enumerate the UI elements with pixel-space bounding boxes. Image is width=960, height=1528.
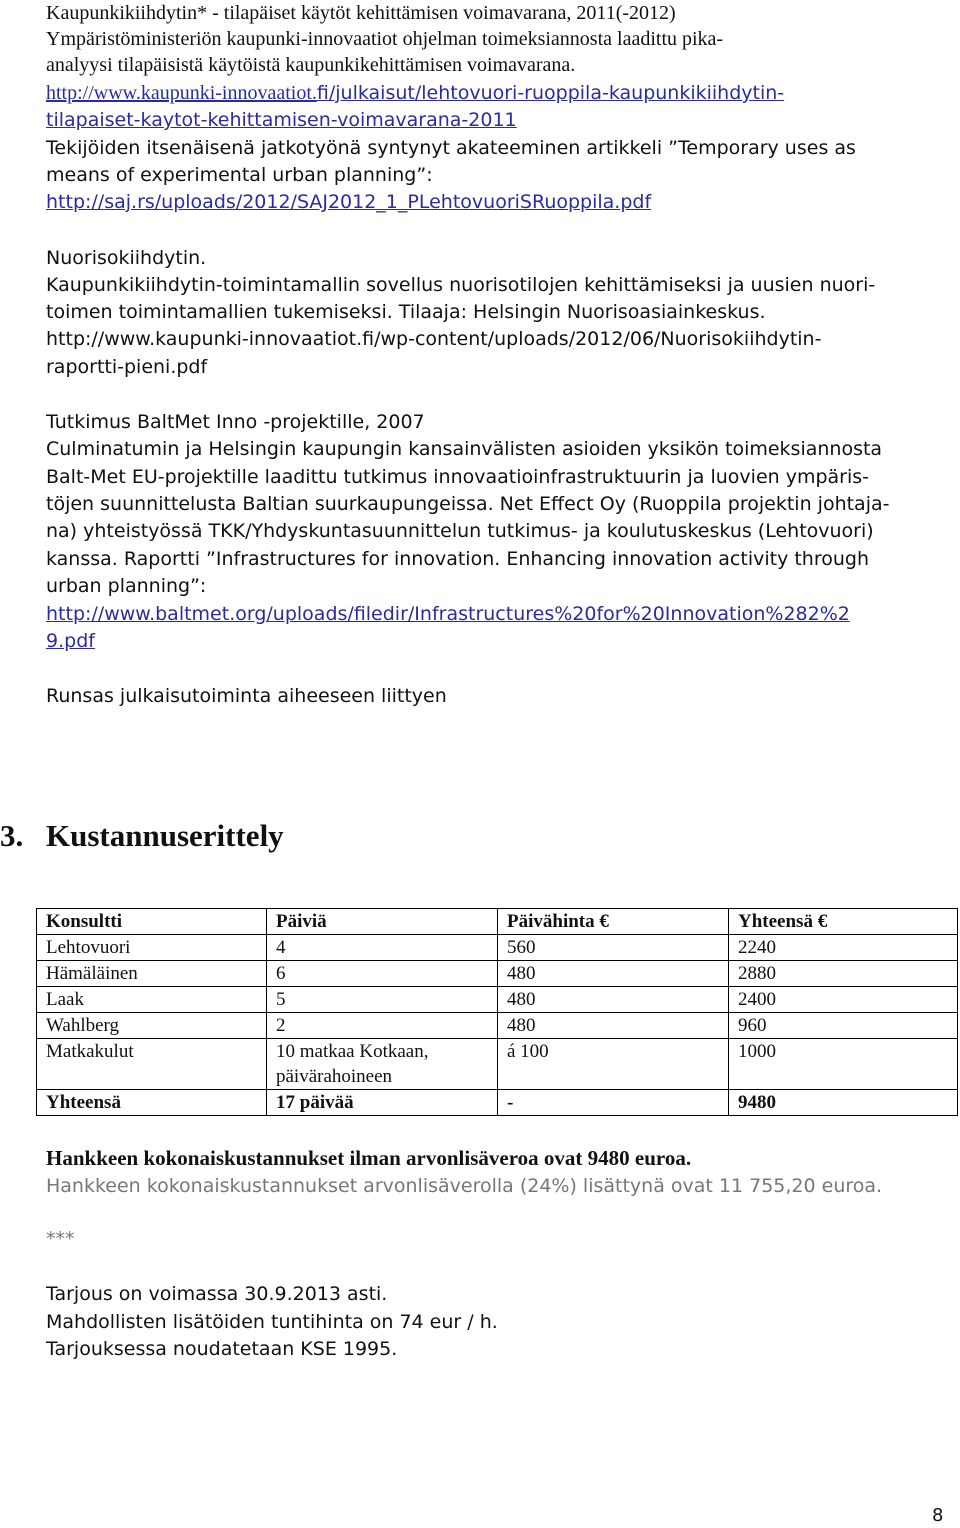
total-cell: 9480: [729, 1090, 958, 1116]
article-description: Tekijöiden itsenäisenä jatkotyönä syntynyt akateeminen artikkeli ”Temporary uses as: [46, 137, 856, 159]
table-cell: Hämäläinen: [37, 961, 267, 987]
table-cell: 2240: [729, 935, 958, 961]
table-cell: 4: [267, 935, 498, 961]
article-description: means of experimental urban planning”:: [46, 164, 433, 186]
kaupunki-innovaatiot-link-part[interactable]: http://www.kaupunki-innovaatiot.: [46, 82, 317, 104]
total-cell: -: [498, 1090, 729, 1116]
kaupunki-innovaatiot-link-continued: [46, 107, 517, 133]
separator: ***: [46, 1228, 75, 1250]
table-cell: 2: [267, 1013, 498, 1039]
table-cell: Matkakulut: [37, 1039, 267, 1065]
header-cell: Konsultti: [37, 909, 267, 935]
table-cell: Laak: [37, 987, 267, 1013]
table-cell: [498, 1064, 729, 1090]
section-title: Kustannuserittely: [46, 818, 284, 853]
header-cell: Yhteensä €: [729, 909, 958, 935]
table-cell: 1000: [729, 1039, 958, 1065]
table-cell: á 100: [498, 1039, 729, 1065]
project-baltmet-text: Balt-Met EU-projektille laadittu tutkimus innovaatioinfrastruktuurin ja luovien ympäris-: [46, 466, 870, 488]
total-cell: Yhteensä: [37, 1090, 267, 1116]
section-number: 3.: [0, 818, 24, 853]
table-total-row: [37, 1090, 958, 1116]
saj-link-line: [46, 189, 651, 215]
kaupunki-innovaatiot-link[interactable]: fi/julkaisut/lehtovuori-ruoppila-kaupunkikiihdytin-: [316, 82, 785, 104]
baltmet-link-line: [46, 628, 95, 654]
nuorisokiihdytin-url: raportti-pieni.pdf: [46, 356, 208, 378]
table-row: [37, 1039, 958, 1065]
publications-note: Runsas julkaisutoiminta aiheeseen liittyen: [46, 685, 447, 707]
project-baltmet-text: urban planning”:: [46, 575, 207, 597]
project-kaupunkikiihdytin-link-line: [46, 80, 784, 106]
table-row: [37, 1064, 958, 1090]
total-without-vat: Hankkeen kokonaiskustannukset ilman arvonlisäveroa ovat 9480 euroa.: [46, 1146, 692, 1170]
project-nuorisokiihdytin-text: toimen toimintamallien tukemiseksi. Tilaaja: Helsingin Nuorisoasiainkeskus.: [46, 301, 766, 323]
project-baltmet-title: Tutkimus BaltMet Inno -projektille, 2007: [46, 411, 425, 433]
header-cell: Päiviä: [267, 909, 498, 935]
project-baltmet-text: na) yhteistyössä TKK/Yhdyskuntasuunnittelun tutkimus- ja koulutuskeskus (Lehtovuori): [46, 520, 874, 542]
total-with-vat: Hankkeen kokonaiskustannukset arvonlisäverolla (24%) lisättynä ovat 11 755,20 euroa.: [46, 1175, 883, 1197]
project-nuorisokiihdytin-text: Kaupunkikiihdytin-toimintamallin sovellus nuorisotilojen kehittämiseksi ja uusien nuori-: [46, 274, 876, 296]
table-cell: 480: [498, 987, 729, 1013]
saj-article-link[interactable]: http://saj.rs/uploads/2012/SAJ2012_1_PLehtovuoriSRuoppila.pdf: [46, 191, 652, 213]
terms-note: Tarjouksessa noudatetaan KSE 1995.: [46, 1338, 398, 1360]
baltmet-report-link[interactable]: http://www.baltmet.org/uploads/filedir/Infrastructures%20for%20Innovation%282%2: [46, 603, 850, 625]
table-cell: [729, 1064, 958, 1090]
table-row: [37, 935, 958, 961]
table-cell: 6: [267, 961, 498, 987]
table-cell: Lehtovuori: [37, 935, 267, 961]
project-baltmet-text: Culminatumin ja Helsingin kaupungin kansainvälisten asioiden yksikön toimeksiannosta: [46, 438, 883, 460]
project-baltmet-text: töjen suunnittelusta Baltian suurkaupungeissa. Net Effect Oy (Ruoppila projektin johtaja-: [46, 493, 890, 515]
table-cell: 480: [498, 961, 729, 987]
table-cell: 5: [267, 987, 498, 1013]
project-baltmet-text: kanssa. Raportti ”Infrastructures for innovation. Enhancing innovation activity through: [46, 548, 870, 570]
total-cell: 17 päivää: [267, 1090, 498, 1116]
project-kaupunkikiihdytin-text: Ympäristöministeriön kaupunki-innovaatiot ohjelman toimeksiannosta laadittu pika-: [46, 28, 724, 50]
table-cell: Wahlberg: [37, 1013, 267, 1039]
offer-validity: Tarjous on voimassa 30.9.2013 asti.: [46, 1283, 388, 1305]
baltmet-link-line: [46, 601, 850, 627]
table-row: [37, 987, 958, 1013]
nuorisokiihdytin-url: http://www.kaupunki-innovaatiot.fi/wp-content/uploads/2012/06/Nuorisokiihdytin-: [46, 328, 822, 350]
baltmet-report-link[interactable]: 9.pdf: [46, 630, 95, 652]
project-kaupunkikiihdytin-title: Kaupunkikiihdytin* - tilapäiset käytöt kehittämisen voimavarana, 2011(-2012): [46, 2, 676, 24]
table-row: [37, 1013, 958, 1039]
section-heading: [0, 818, 284, 854]
table-cell: 2400: [729, 987, 958, 1013]
table-row: [37, 961, 958, 987]
kaupunki-innovaatiot-link[interactable]: tilapaiset-kaytot-kehittamisen-voimavarana-2011: [46, 109, 517, 131]
table-cell: 10 matkaa Kotkaan,: [267, 1039, 498, 1065]
table-cell: [37, 1064, 267, 1090]
table-cell: 960: [729, 1013, 958, 1039]
hourly-rate: Mahdollisten lisätöiden tuntihinta on 74 eur / h.: [46, 1311, 498, 1333]
table-cell: 480: [498, 1013, 729, 1039]
cost-table: [36, 908, 958, 1116]
table-cell: 560: [498, 935, 729, 961]
table-cell: päivärahoineen: [267, 1064, 498, 1090]
table-cell: 2880: [729, 961, 958, 987]
header-cell: Päivähinta €: [498, 909, 729, 935]
table-header-row: [37, 909, 958, 935]
project-nuorisokiihdytin-title: Nuorisokiihdytin.: [46, 247, 207, 269]
page-number: 8: [932, 1505, 944, 1526]
project-kaupunkikiihdytin-text: analyysi tilapäisistä käytöistä kaupunkikehittämisen voimavarana.: [46, 54, 576, 76]
